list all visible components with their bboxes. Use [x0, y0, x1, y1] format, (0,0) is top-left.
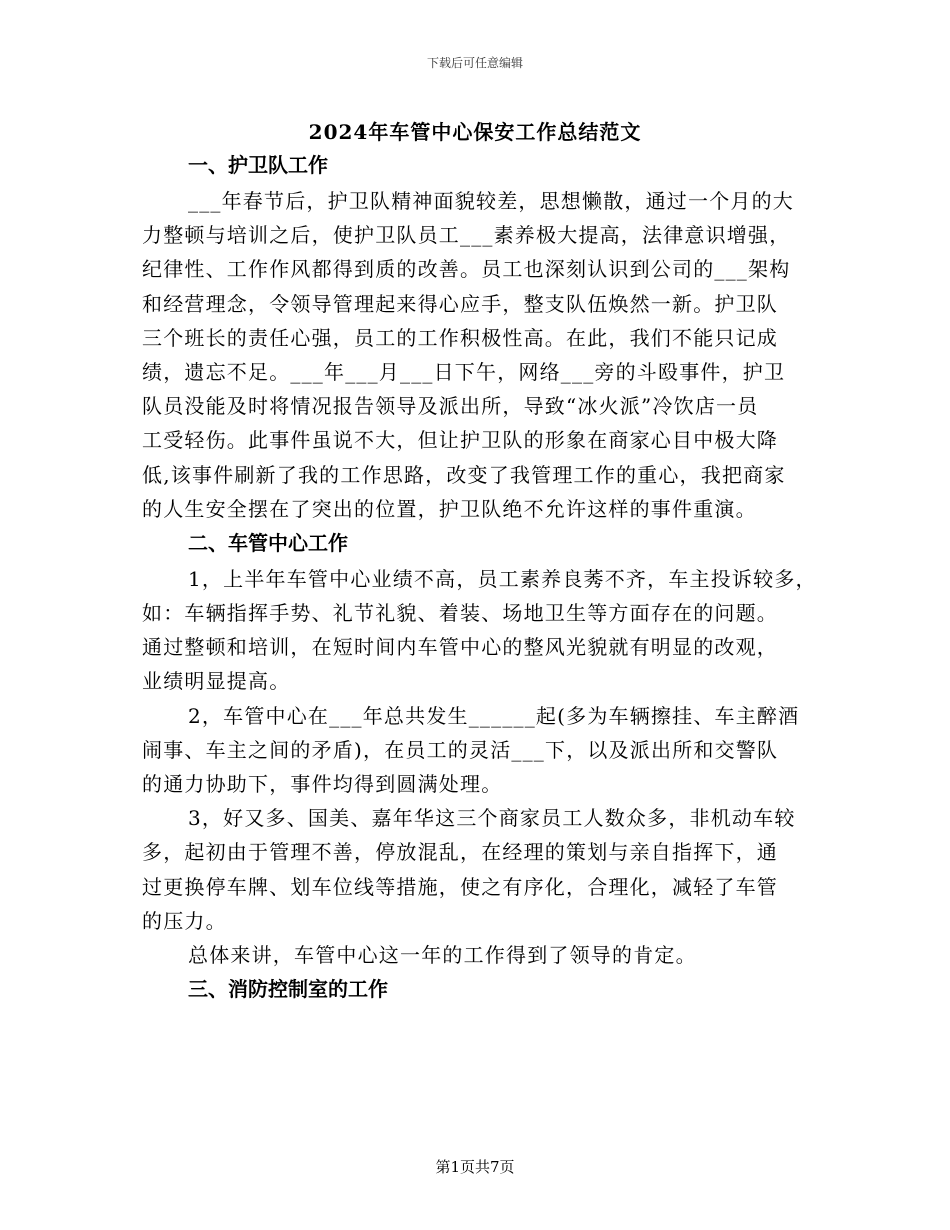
paragraph-line: 业绩明显提高。: [142, 669, 291, 694]
paragraph-line: 的人生安全摆在了突出的位置，护卫队绝不允许这样的事件重演。: [142, 496, 757, 521]
paragraph: [142, 562, 817, 699]
paragraph-line: 通过整顿和培训，在短时间内车管中心的整风光貌就有明显的改观，: [142, 635, 778, 660]
header-note: 下载后可任意编辑: [426, 56, 523, 70]
section-heading: 三、消防控制室的工作: [188, 977, 388, 1002]
paragraph-line: 2，车管中心在___年总共发生______起(多为车辆擦挂、车主醉酒: [188, 703, 800, 728]
paragraph-line: 的压力。: [142, 908, 227, 933]
paragraph-line: 过更换停车牌、划车位线等措施，使之有序化，合理化，减轻了车管: [142, 874, 778, 899]
paragraph-line: 总体来讲，车管中心这一年的工作得到了领导的肯定。: [188, 942, 697, 967]
paragraph: [142, 184, 812, 526]
paragraph-line: 工受轻伤。此事件虽说不大，但让护卫队的形象在商家心目中极大降: [142, 428, 778, 453]
document-body: [142, 148, 817, 1008]
paragraph: [142, 801, 812, 938]
paragraph-line: 闹事、车主之间的矛盾)，在员工的灵活___下，以及派出所和交警队: [142, 737, 779, 762]
section-heading: 一、护卫队工作: [188, 153, 328, 177]
paragraph-line: 力整顿与培训之后，使护卫队员工___素养极大提高，法律意识增强，: [142, 223, 791, 248]
paragraph-line: 和经营理念，令领导管理起来得心应手，整支队伍焕然一新。护卫队: [142, 291, 778, 316]
page-number: 第1页共7页: [435, 1158, 515, 1176]
paragraph-line: 队员没能及时将情况报告领导及派出所，导致“冰火派”冷饮店一员: [142, 394, 759, 419]
paragraph-line: 低,该事件刷新了我的工作思路，改变了我管理工作的重心，我把商家: [142, 462, 786, 487]
paragraph-line: 绩，遗忘不足。___年___月___日下午，网络___旁的斗殴事件，护卫: [142, 359, 786, 384]
paragraph: [142, 938, 812, 972]
paragraph-line: 3，好又多、国美、嘉年华这三个商家员工人数众多，非机动车较: [188, 806, 796, 831]
paragraph-line: 1，上半年车管中心业绩不高，员工素养良莠不齐，车主投诉较多，: [188, 566, 817, 591]
paragraph-line: 如：车辆指挥手势、礼节礼貌、着装、场地卫生等方面存在的问题。: [142, 601, 778, 626]
document-title: 2024年车管中心保安工作总结范文: [308, 120, 642, 144]
paragraph-line: 三个班长的责任心强，员工的工作积极性高。在此，我们不能只记成: [142, 325, 778, 350]
paragraph-line: 的通力协助下，事件均得到圆满处理。: [142, 772, 503, 796]
paragraph-line: 多，起初由于管理不善，停放混乱，在经理的策划与亲自指挥下，通: [142, 840, 778, 865]
paragraph-line: 纪律性、工作作风都得到质的改善。员工也深刻认识到公司的___架构: [142, 257, 791, 282]
section-heading: 二、车管中心工作: [188, 530, 348, 555]
paragraph: [142, 699, 812, 802]
paragraph-line: ___年春节后，护卫队精神面貌较差，思想懒散，通过一个月的大: [188, 189, 794, 213]
